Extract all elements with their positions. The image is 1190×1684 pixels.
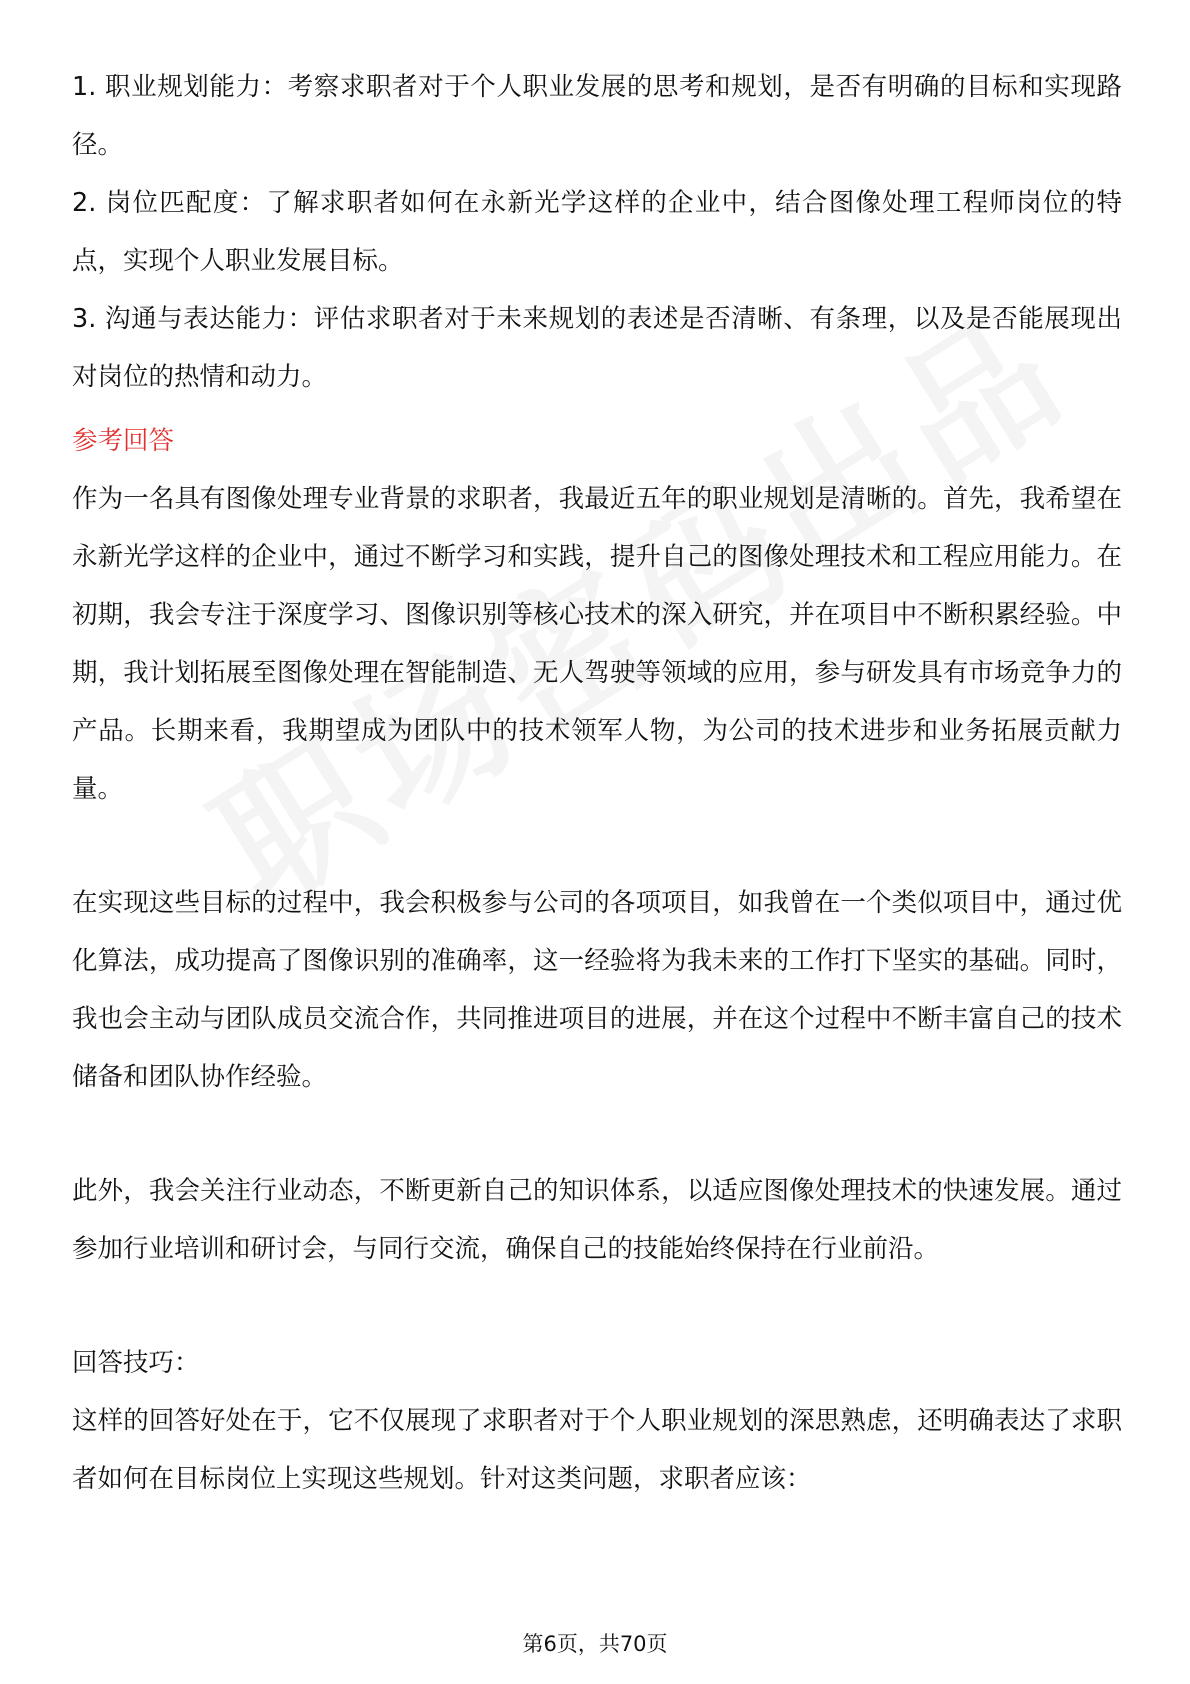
page-number: 第6页，共70页 (522, 1632, 668, 1656)
criterion-3: 3. 沟通与表达能力：评估求职者对于未来规划的表述是否清晰、有条理，以及是否能展现出对岗位的热情和动力。 (72, 304, 1122, 392)
reference-paragraph-1: 作为一名具有图像处理专业背景的求职者，我最近五年的职业规划是清晰的。首先，我希望在永新光学这样的企业中，通过不断学习和实践，提升自己的图像处理技术和工程应用能力。在初期，我会专注于深度学习、图像识别等核心技术的深入研究，并在项目中不断积累经验。中期，我计划拓展至图像处理在智能制造、无人驾驶等领域的应用，参与研发具有市场竞争力的产品。长期来看，我期望成为团队中的技术领军人物，为公司的技术进步和业务拓展贡献力量。 (72, 484, 1122, 804)
criterion-1: 1. 职业规划能力：考察求职者对于个人职业发展的思考和规划，是否有明确的目标和实现路径。 (72, 72, 1122, 160)
reference-paragraph-2: 在实现这些目标的过程中，我会积极参与公司的各项项目，如我曾在一个类似项目中，通过优化算法，成功提高了图像识别的准确率，这一经验将为我未来的工作打下坚实的基础。同时，我也会主动与团队成员交流合作，共同推进项目的进展，并在这个过程中不断丰富自己的技术储备和团队协作经验。 (72, 888, 1122, 1092)
reference-paragraph-3: 此外，我会关注行业动态，不断更新自己的知识体系，以适应图像处理技术的快速发展。通过参加行业培训和研讨会，与同行交流，确保自己的技能始终保持在行业前沿。 (72, 1176, 1122, 1264)
criterion-2: 2. 岗位匹配度：了解求职者如何在永新光学这样的企业中，结合图像处理工程师岗位的特点，实现个人职业发展目标。 (72, 188, 1122, 276)
tips-paragraph: 这样的回答好处在于，它不仅展现了求职者对于个人职业规划的深思熟虑，还明确表达了求职者如何在目标岗位上实现这些规划。针对这类问题，求职者应该： (72, 1406, 1122, 1494)
tips-heading: 回答技巧： (72, 1348, 200, 1378)
reference-answer-heading: 参考回答 (72, 426, 175, 456)
page-content (72, 58, 1122, 1508)
